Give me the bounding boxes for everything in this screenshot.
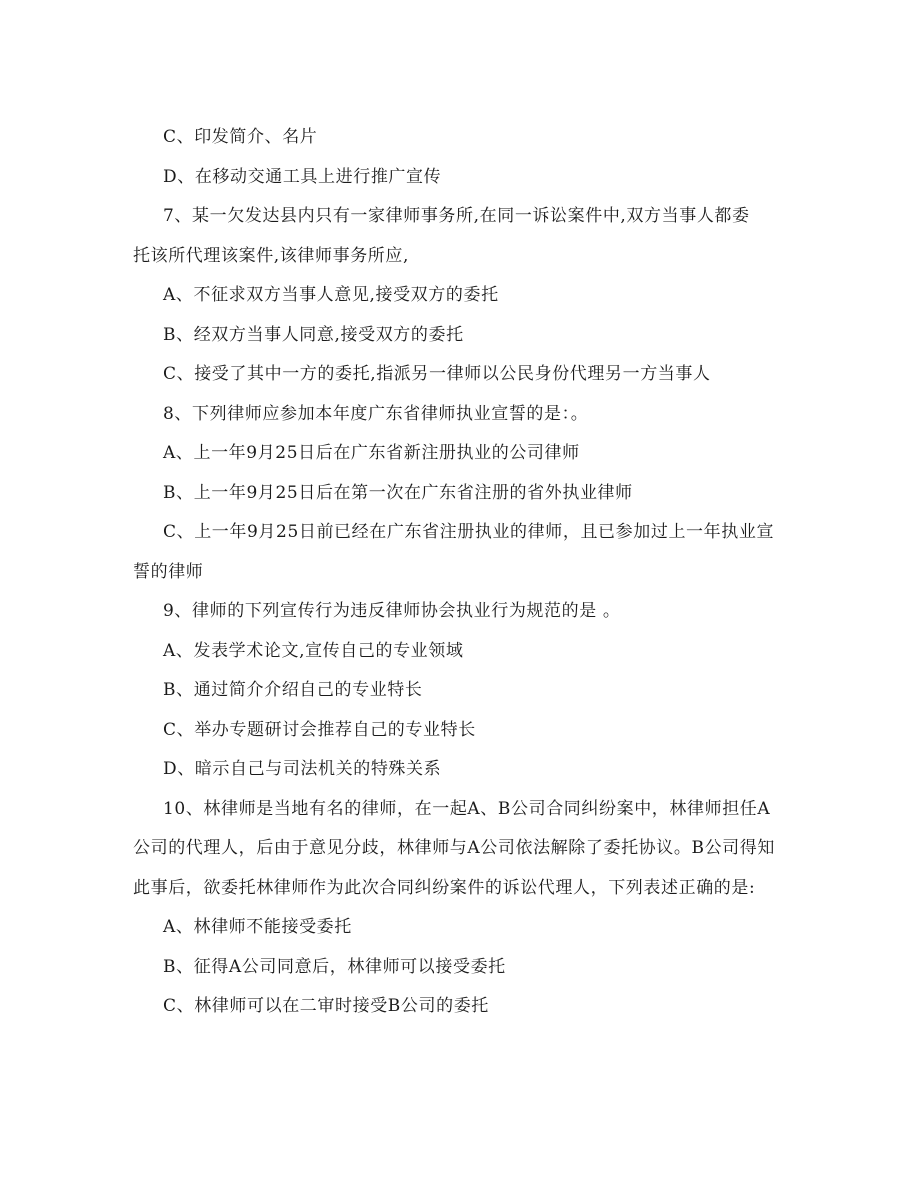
option-c-q7: C、接受了其中一方的委托,指派另一律师以公民身份代理另一方当事人 [163, 364, 711, 384]
option-c-q10: C、林律师可以在二审时接受B公司的委托 [163, 996, 489, 1016]
question-10-line-1: 10、林律师是当地有名的律师，在一起A、B公司合同纠纷案中，林律师担任A [163, 798, 771, 819]
option-b-q7: B、经双方当事人同意,接受双方的委托 [163, 324, 464, 345]
option-b-q10: B、征得A公司同意后，林律师可以接受委托 [163, 956, 506, 977]
option-c-q8-line-1: C、上一年9月25日前已经在广东省注册执业的律师，且已参加过上一年执业宣 [163, 522, 775, 542]
option-c-q8-line-2: 誓的律师 [133, 561, 204, 582]
option-a-q8: A、上一年9月25日后在广东省新注册执业的公司律师 [163, 443, 580, 463]
document-body [133, 118, 793, 1027]
option-a-q10: A、林律师不能接受委托 [163, 917, 352, 937]
option-d-q6: D、在移动交通工具上进行推广宣传 [163, 166, 442, 187]
question-10-line-2: 公司的代理人，后由于意见分歧，林律师与A公司依法解除了委托协议。B公司得知 [133, 838, 775, 858]
option-b-q8: B、上一年9月25日后在第一次在广东省注册的省外执业律师 [163, 482, 633, 503]
question-7-line-1: 7、某一欠发达县内只有一家律师事务所,在同一诉讼案件中,双方当事人都委 [163, 206, 750, 226]
question-10-line-3: 此事后，欲委托林律师作为此次合同纠纷案件的诉讼代理人，下列表述正确的是: [133, 877, 756, 898]
option-c-q6: C、印发简介、名片 [163, 127, 318, 147]
option-d-q9: D、暗示自己与司法机关的特殊关系 [163, 759, 442, 779]
option-a-q9: A、发表学术论文,宣传自己的专业领域 [163, 640, 464, 661]
question-9: 9、律师的下列宣传行为违反律师协会执业行为规范的是 。 [163, 601, 621, 621]
question-8: 8、下列律师应参加本年度广东省律师执业宣誓的是：。 [163, 403, 589, 424]
option-c-q9: C、举办专题研讨会推荐自己的专业特长 [163, 719, 476, 740]
option-a-q7: A、不征求双方当事人意见,接受双方的委托 [163, 285, 499, 305]
question-7-line-2: 托该所代理该案件,该律师事务所应, [133, 245, 410, 266]
option-b-q9: B、通过简介介绍自己的专业特长 [163, 680, 423, 700]
